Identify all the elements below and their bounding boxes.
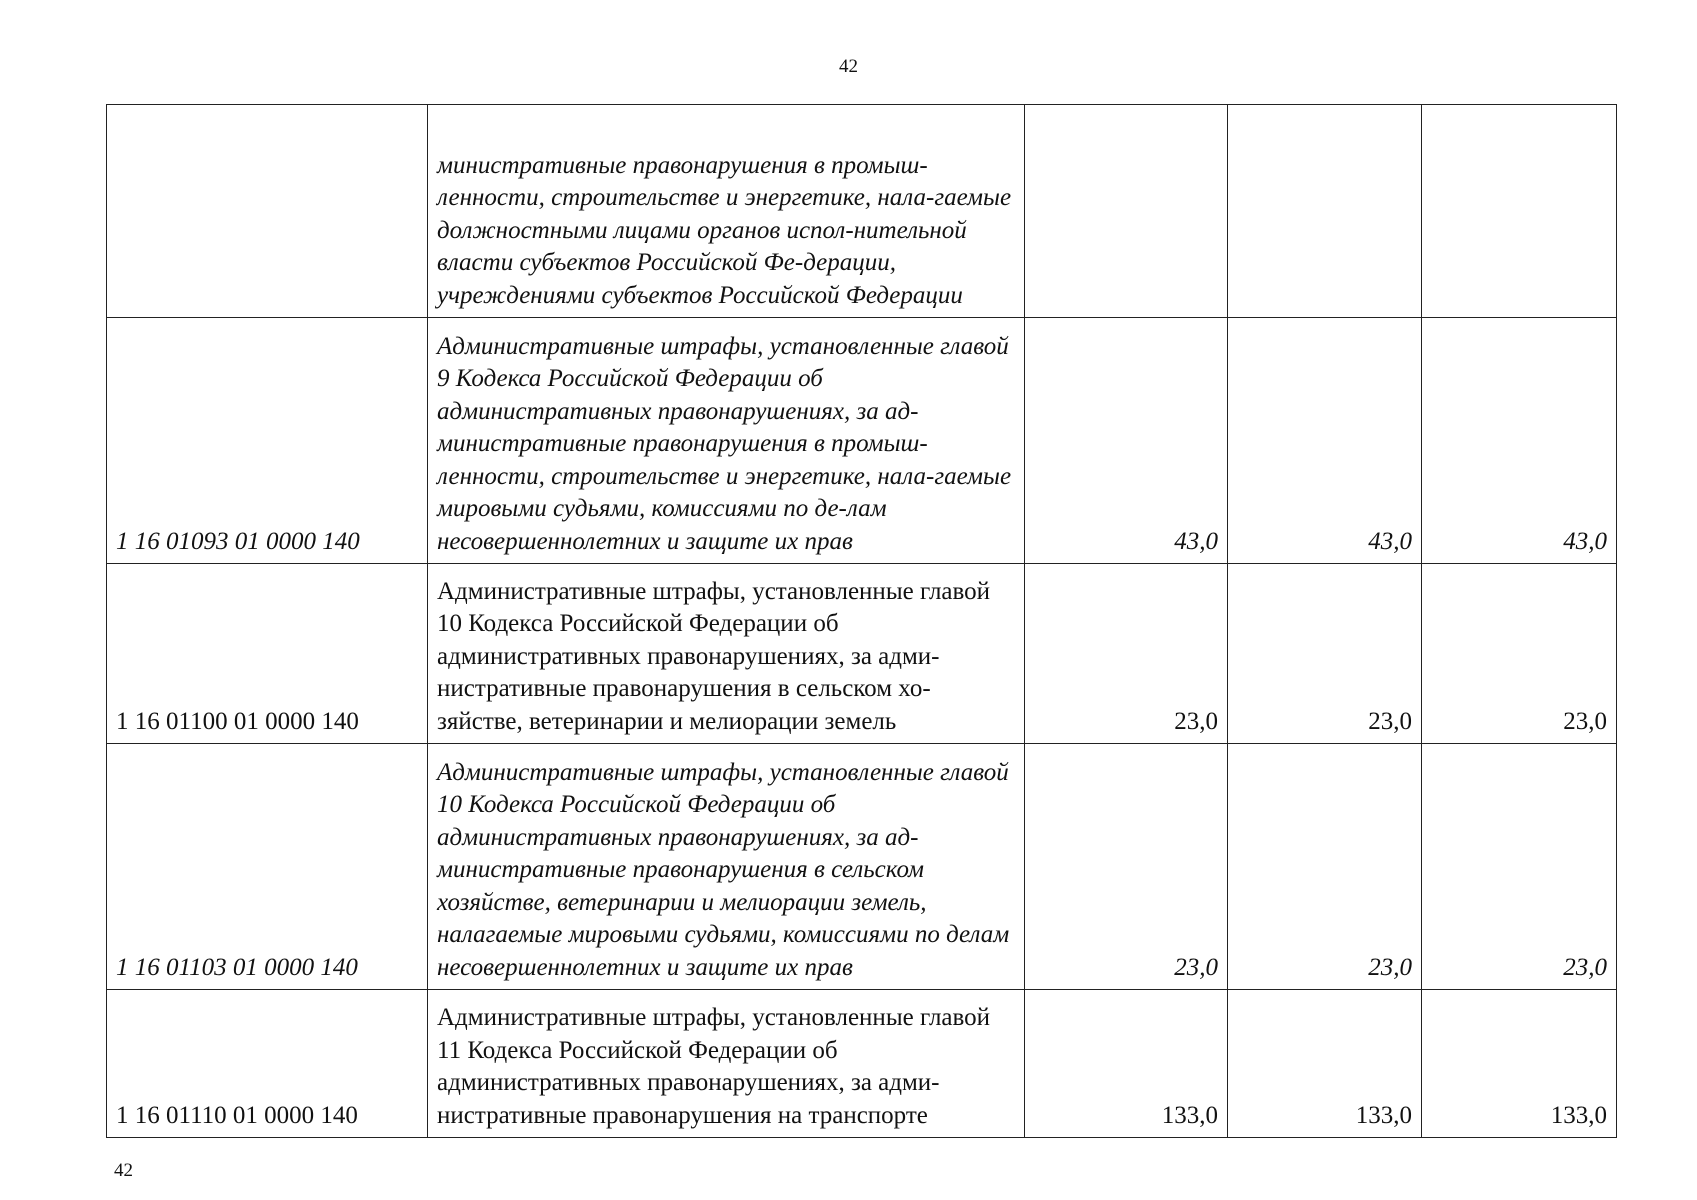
amount-year-1: 23,0 (1025, 744, 1228, 990)
revenue-description: Административные штрафы, установленные главой 9 Кодекса Российской Федерации об административных правонарушениях, за ад-министративные правонарушения в промыш-ленности, строительстве и энергетике, нала-гаемые мировыми судьями, комиссиями по де-лам несовершеннолетних и защите их прав (428, 318, 1025, 564)
amount-year-1 (1025, 105, 1228, 318)
amount-year-2 (1228, 105, 1422, 318)
classification-code: 1 16 01093 01 0000 140 (107, 318, 428, 564)
amount-year-3: 43,0 (1422, 318, 1617, 564)
page-number-top: 42 (839, 56, 858, 77)
amount-year-3: 23,0 (1422, 564, 1617, 744)
revenue-description: Административные штрафы, установленные главой 10 Кодекса Российской Федерации об административных правонарушениях, за ад-министративные правонарушения в сельском хозяйстве, ветеринарии и мелиорации земель, налагаемые мировыми судьями, комиссиями по делам несовершеннолетних и защите их прав (428, 744, 1025, 990)
table-row (107, 744, 1617, 990)
classification-code: 1 16 01103 01 0000 140 (107, 744, 428, 990)
classification-code: 1 16 01100 01 0000 140 (107, 564, 428, 744)
amount-year-2: 23,0 (1228, 564, 1422, 744)
table-row (107, 105, 1617, 318)
table-row (107, 990, 1617, 1138)
amount-year-2: 133,0 (1228, 990, 1422, 1138)
revenue-description: Административные штрафы, установленные главой 10 Кодекса Российской Федерации об административных правонарушениях, за адми-нистративные правонарушения в сельском хо-зяйстве, ветеринарии и мелиорации земель (428, 564, 1025, 744)
revenue-description: министративные правонарушения в промыш-ленности, строительстве и энергетике, нала-гаемые должностными лицами органов испол-нительной власти субъектов Российской Фе-дерации, учреждениями субъектов Российской Федерации (428, 105, 1025, 318)
classification-code: 1 16 01110 01 0000 140 (107, 990, 428, 1138)
amount-year-1: 23,0 (1025, 564, 1228, 744)
amount-year-3 (1422, 105, 1617, 318)
revenue-description: Административные штрафы, установленные главой 11 Кодекса Российской Федерации об административных правонарушениях, за адми-нистративные правонарушения на транспорте (428, 990, 1025, 1138)
amount-year-3: 133,0 (1422, 990, 1617, 1138)
page-number-bottom: 42 (114, 1160, 133, 1181)
amount-year-2: 43,0 (1228, 318, 1422, 564)
amount-year-3: 23,0 (1422, 744, 1617, 990)
budget-revenue-table (106, 104, 1617, 1138)
amount-year-1: 43,0 (1025, 318, 1228, 564)
table-row (107, 564, 1617, 744)
amount-year-2: 23,0 (1228, 744, 1422, 990)
amount-year-1: 133,0 (1025, 990, 1228, 1138)
classification-code (107, 105, 428, 318)
table-row (107, 318, 1617, 564)
